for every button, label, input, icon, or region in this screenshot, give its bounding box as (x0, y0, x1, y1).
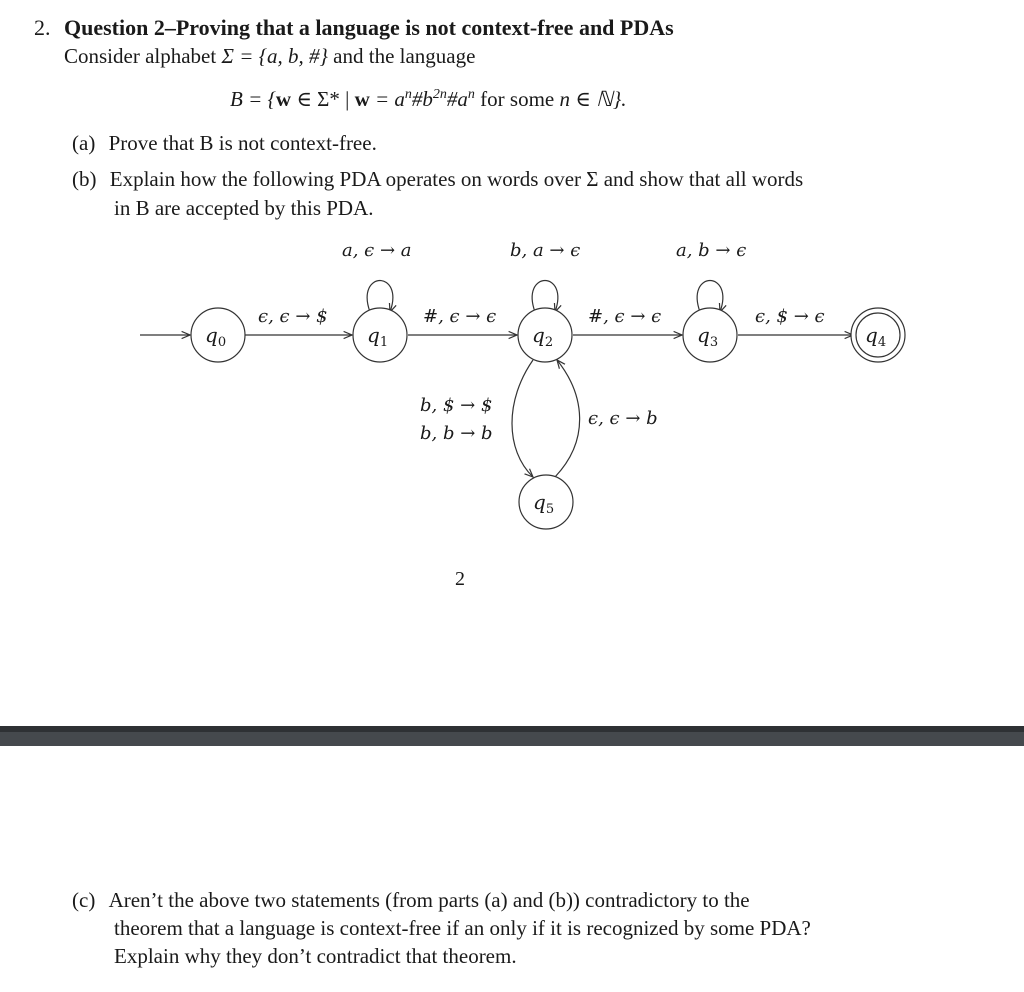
formula-sup3: n (467, 87, 475, 102)
formula-eq: = a (374, 87, 405, 111)
part-b-line2: in B are accepted by this PDA. (114, 196, 374, 220)
formula-w: w (275, 87, 292, 111)
part-c-label: (c) (72, 888, 96, 912)
state-q2-label: $q_2$ (532, 323, 554, 350)
page-break-shadow (0, 726, 1024, 732)
part-c-line1: Aren’t the above two statements (from parts (a) and (b)) contradictory to the (108, 888, 750, 912)
formula-sup1: n (404, 87, 412, 102)
part-c-line3: Explain why they don’t contradict that theorem. (114, 944, 517, 968)
formula-part3: #a (446, 87, 468, 111)
intro-sigma: Σ = {a, b, #} (221, 44, 328, 68)
part-a-label: (a) (72, 131, 96, 155)
label-q2-q5-line2: b, b → b (420, 423, 493, 444)
label-q3-loop: a, b → ϵ (676, 240, 747, 261)
label-q2-q5-line1: b, $ → $ (420, 395, 493, 416)
part-c-first-line (72, 888, 750, 913)
formula-w2: w (354, 87, 370, 111)
part-b-line1: Explain how the following PDA operates on words over Σ and show that all words (109, 167, 804, 191)
state-q5-label: $q_5$ (533, 490, 555, 517)
part-a-text: Prove that B is not context-free. (108, 131, 377, 155)
formula-sup2: 2n (432, 87, 447, 102)
edge-q2-q5 (512, 360, 533, 477)
label-q2-loop: b, a → ϵ (510, 240, 581, 261)
part-c-line2: theorem that a language is context-free if an only if it is recognized by some PDA? (114, 916, 811, 940)
label-q5-q2: ϵ, ϵ → b (588, 408, 658, 429)
intro-suffix: and the language (333, 44, 476, 68)
formula-lhs: B = { (230, 87, 276, 111)
loop-q1 (367, 281, 393, 313)
loop-q2 (532, 281, 558, 313)
formula-mid: ∈ Σ* | (296, 87, 355, 111)
label-q0-q1: ϵ, ϵ → $ (258, 306, 328, 327)
state-q4-label: $q_4$ (865, 323, 887, 350)
label-q1-q2: #, ϵ → ϵ (423, 306, 497, 327)
state-q0-label: $q_0$ (205, 323, 227, 350)
question-number: 2. (34, 15, 51, 40)
state-q1-label: $q_1$ (367, 323, 389, 350)
formula-for-some: for some (474, 87, 560, 111)
intro-prefix: Consider alphabet (64, 44, 217, 68)
label-q1-loop: a, ϵ → a (342, 240, 412, 261)
formula-part2: #b (411, 87, 433, 111)
loop-q3 (697, 281, 723, 313)
formula-tail: n ∈ ℕ}. (559, 87, 627, 111)
state-q3-label: $q_3$ (697, 323, 719, 350)
label-q3-q4: ϵ, $ → ϵ (755, 306, 825, 327)
page-number: 2 (455, 568, 465, 590)
part-b-label: (b) (72, 167, 97, 191)
question-title: Question 2–Proving that a language is not context-free and PDAs (64, 15, 674, 40)
label-q2-q3: #, ϵ → ϵ (588, 306, 662, 327)
edge-q5-q2 (555, 360, 580, 477)
